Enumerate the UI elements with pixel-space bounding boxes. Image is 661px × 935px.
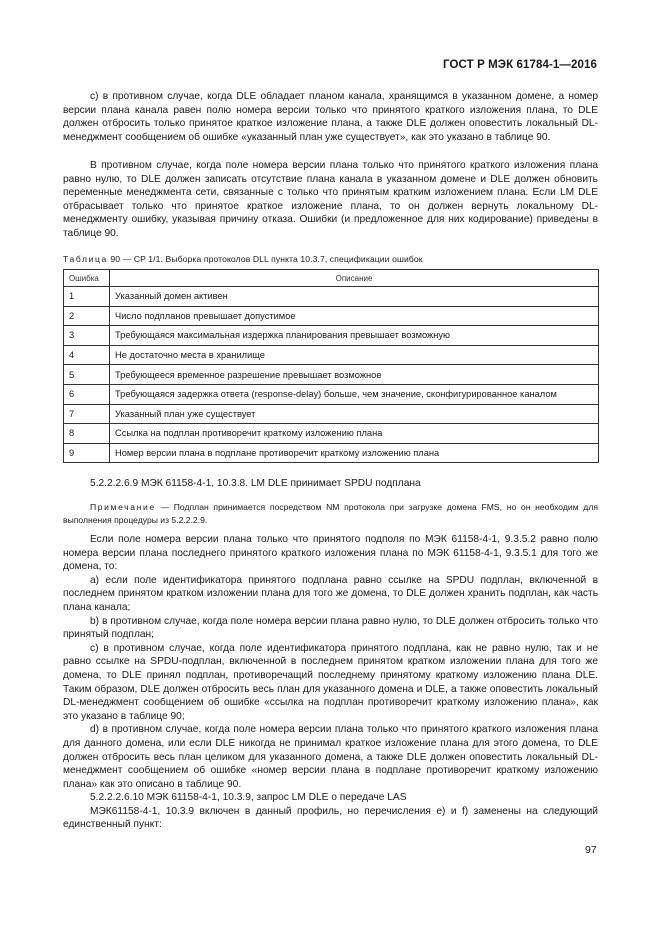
table-row xyxy=(64,443,599,463)
error-description-cell: Требующаяся задержка ответа (response-delay) больше, чем значение, сконфигурированное каналом xyxy=(110,384,599,404)
error-code-cell: 1 xyxy=(64,287,110,307)
table-row xyxy=(64,424,599,444)
paragraphs-lower xyxy=(63,533,598,832)
note-label: Примечание xyxy=(90,502,156,512)
error-code-cell: 4 xyxy=(64,345,110,365)
error-code-cell: 5 xyxy=(64,365,110,385)
error-description-cell: Число подпланов превышает допустимое xyxy=(110,306,599,326)
table-row xyxy=(64,287,599,307)
table-row xyxy=(64,345,599,365)
error-code-cell: 7 xyxy=(64,404,110,424)
error-code-cell: 8 xyxy=(64,424,110,444)
table-caption-label: Таблица xyxy=(63,254,108,264)
table-caption-text: 90 — CP 1/1. Выборка протоколов DLL пункта 10.3.7, спецификации ошибок xyxy=(107,254,423,264)
clause-heading-5-2-2-2-6-10: 5.2.2.2.6.10 МЭК 61158-4-1, 10.3.9, запрос LM DLE о передаче LAS xyxy=(90,792,407,804)
paragraph-c-upper: c) в противном случае, когда DLE обладает планом канала, хранящимся в указанном домене, а номер версии плана канала равен полю номера версии только что принятого краткого изложения плана, то DLE должен отбросить только принятое краткое изложение плана, а также DLE должен оповестить локальный DL-менеджмент сообщением об ошибке «указанный план уже существует», как это указано в таблице 90. xyxy=(63,91,598,143)
paragraph-version-field: Если поле номера версии плана только что принятого подполя по МЭК 61158-4-1, 9.3.5.2 равно полю номера версии плана последнего принятого краткого изложения плана по МЭК 61158-4-1, 9.3.5.1 для того же домена, то: xyxy=(63,534,598,573)
note-text: — Подплан принимается посредством NM протокола при загрузке домена FMS, но он необходим для выполнения процедуры из 5.2.2.2.9. xyxy=(63,502,598,525)
error-codes-table xyxy=(63,269,599,463)
paragraph-item-d: d) в противном случае, когда поле номера версии плана только что принятого краткого изложения плана для данного домена, или если DLE никогда не принимал краткое изложение плана для этого домена, то DLE должен отбросить весь план целиком для указанного домена, а также DLE должен оповестить локальный DL-менеджмент сообщением об ошибке «номер версии плана в подплане противоречит краткому изложению плана» как это описано в таблице 90. xyxy=(63,724,598,790)
header-error: Ошибка xyxy=(64,270,110,287)
error-code-cell: 6 xyxy=(64,384,110,404)
error-code-cell: 3 xyxy=(64,326,110,346)
error-description-cell: Требующаяся максимальная издержка планирования превышает возможную xyxy=(110,326,599,346)
error-code-cell: 2 xyxy=(64,306,110,326)
paragraph-item-a: a) если поле идентификатора принятого подплана равно ссылке на SPDU подплан, включенной в последнем принятом кратком изложении плана для того же домена, то DLE должен хранить подплан, как часть плана канала; xyxy=(63,574,598,613)
error-description-cell: Требующееся временное разрешение превышает возможное xyxy=(110,365,599,385)
table-row xyxy=(64,365,599,385)
table-caption xyxy=(63,254,423,264)
table-row xyxy=(64,326,599,346)
table-row xyxy=(64,384,599,404)
table-row xyxy=(64,306,599,326)
error-description-cell: Указанный план уже существует xyxy=(110,404,599,424)
table-row xyxy=(64,404,599,424)
page-number: 97 xyxy=(585,844,597,856)
header-description: Описание xyxy=(110,270,599,287)
document-code-header: ГОСТ Р МЭК 61784-1—2016 xyxy=(443,59,597,71)
note-block xyxy=(63,501,598,526)
paragraph-las-note: МЭК61158-4-1, 10.3.9 включен в данный профиль, но перечисления e) и f) заменены на следующий единственный пункт: xyxy=(63,805,598,831)
paragraph-item-c: c) в противном случае, когда поле идентификатора принятого подплана, как не равно нулю, так и не равно ссылке на SPDU-подплан, включенной в последнем принятом кратком изложении плана для того же домена, то DLE принял подплан, противоречащий последнему принятому краткому изложению плана DLE. Таким образом, DLE должен отбросить весь план для указанного домена и DLE, а также оповестить локальный DL-менеджмент сообщением об ошибке «ссылка на подплан противоречит краткому изложению плана», как это указано в таблице 90; xyxy=(63,642,598,722)
error-description-cell: Ссылка на подплан противоречит краткому изложению плана xyxy=(110,424,599,444)
error-code-cell: 9 xyxy=(64,443,110,463)
error-description-cell: Не достаточно места в хранилище xyxy=(110,345,599,365)
paragraph-item-b: b) в противном случае, когда поле номера версии плана равно нулю, то DLE должен отбросить только что принятый подплан; xyxy=(63,615,598,641)
clause-heading-5-2-2-2-6-9: 5.2.2.2.6.9 МЭК 61158-4-1, 10.3.8. LM DLE принимает SPDU подплана xyxy=(90,478,421,489)
error-description-cell: Указанный домен активен xyxy=(110,287,599,307)
paragraph-otherwise: В противном случае, когда поле номера версии плана только что принятого краткого изложения плана равно нулю, то DLE должен записать отсутствие плана канала в указанном домене и DLE должен обновить переменные менеджмента сети, связанные с только что принятым кратким изложением плана. Если LM DLE отбрасывает только что принятое краткое изложение плана, то он должен вернуть локальному DL-менеджменту ошибку, указывая причину отказа. Ошибки (и предложенное для них кодирование) приведены в таблице 90. xyxy=(63,160,598,239)
error-description-cell: Номер версии плана в подплане противоречит краткому изложению плана xyxy=(110,443,599,463)
table-header-row xyxy=(64,270,599,287)
